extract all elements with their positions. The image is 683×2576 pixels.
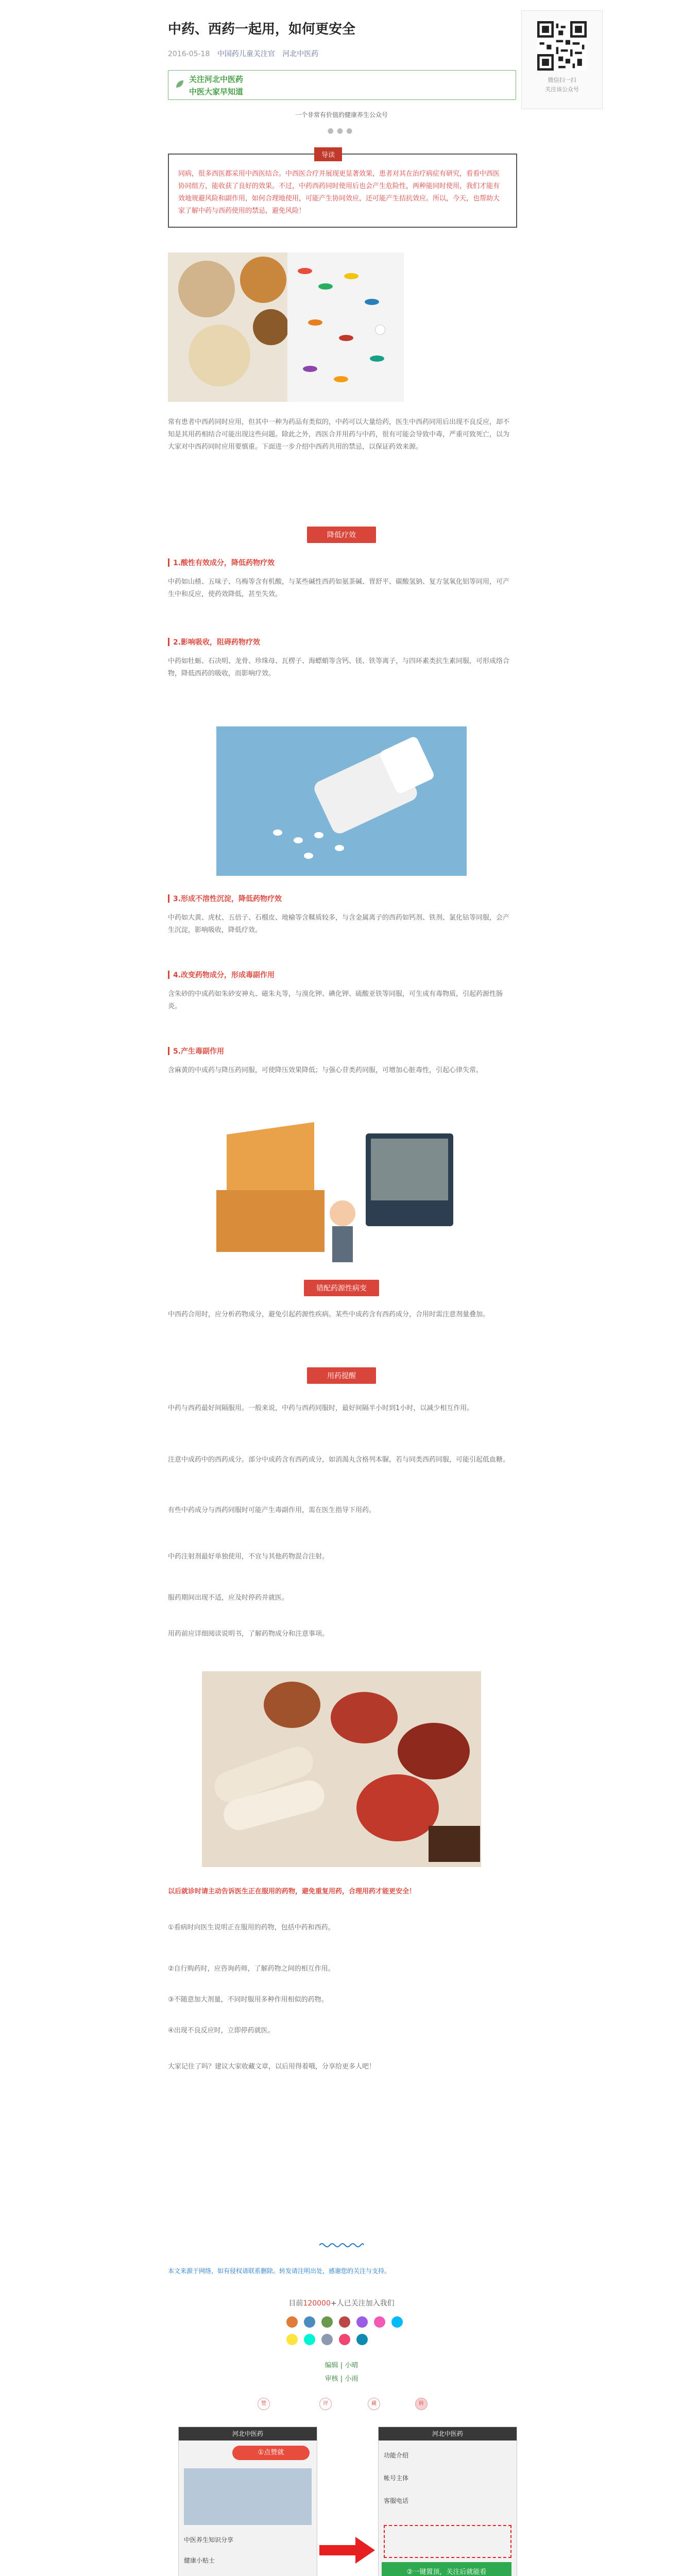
suggestion-para-5: 服药期间出现不适，应及时停药并就医。 bbox=[168, 1594, 289, 1602]
guide-box bbox=[168, 151, 517, 228]
rule-heading-2: 2.影响吸收，阻碍药物疗效 bbox=[173, 637, 260, 647]
arrow-right-icon bbox=[319, 2535, 376, 2566]
article-date: 2016-05-18 bbox=[168, 50, 210, 58]
avatar bbox=[304, 2316, 315, 2328]
share-icon[interactable]: 转 bbox=[415, 2398, 428, 2410]
suggestion-para-2: 注意中成药中的西药成分。部分中成药含有西药成分，如消渴丸含格列本脲，若与同类西药同服，可能引起低血糖。 bbox=[168, 1456, 510, 1464]
phone-right-row-3: 客服电话 bbox=[384, 2497, 409, 2504]
qr-code-icon bbox=[537, 21, 587, 71]
pin-top-banner[interactable]: ②一键置顶，关注后就能看 bbox=[382, 2562, 511, 2576]
phone-right-title: 河北中医药 bbox=[379, 2427, 517, 2441]
herbs-pills-image bbox=[168, 252, 404, 402]
tagline: 一个非常有价值的健康养生公众号 bbox=[295, 111, 388, 118]
rule-heading-4: 4.改变药物成分，形成毒副作用 bbox=[173, 970, 275, 980]
collect-icon[interactable]: 藏 bbox=[368, 2398, 380, 2410]
avatar bbox=[304, 2334, 315, 2345]
like-hint-badge: ①点赞就 bbox=[232, 2446, 310, 2460]
avatar bbox=[321, 2316, 333, 2328]
banner-line-2: 中医大家早知道 bbox=[189, 87, 244, 96]
comment-icon[interactable]: 评 bbox=[319, 2398, 332, 2410]
suggestion-para-1: 中药与西药最好间隔服用。一般来说，中药与西药同服时，最好间隔半小时到1小时，以减少相互作用。 bbox=[168, 1404, 474, 1412]
wavy-divider bbox=[319, 2242, 364, 2248]
cartoon-illustration bbox=[216, 1113, 467, 1267]
phone-mockup-left bbox=[178, 2427, 317, 2576]
phone-left-row-1: 中医养生知识分享 bbox=[184, 2536, 234, 2544]
phone-left-title: 河北中医药 bbox=[179, 2427, 317, 2441]
section-tag-precaution: 错配药源性病变 bbox=[304, 1280, 379, 1296]
article-account[interactable]: 河北中医药 bbox=[282, 50, 319, 58]
avatar bbox=[339, 2316, 350, 2328]
rule-text-4: 含朱砂的中成药如朱砂安神丸、磁朱丸等，与溴化钾、碘化钾、硫酸亚铁等同服，可生成有毒物质，引起药源性肠炎。 bbox=[168, 990, 503, 1010]
avatar bbox=[356, 2316, 368, 2328]
pin-top-frame[interactable] bbox=[384, 2525, 511, 2558]
rule-heading-1: 1.酸性有效成分，降低药物疗效 bbox=[173, 557, 275, 568]
end-para-4: ④出现不良反应时，立即停药就医。 bbox=[168, 2027, 275, 2035]
rule-heading-5: 5.产生毒副作用 bbox=[173, 1046, 224, 1056]
phone-right-row-2: 帐号主体 bbox=[384, 2475, 409, 2482]
guide-label: 导读 bbox=[314, 147, 342, 161]
avatar bbox=[339, 2334, 350, 2345]
pill-bottle-image bbox=[216, 726, 467, 876]
reader-avatars bbox=[283, 2314, 407, 2349]
end-para-3: ③不随意加大剂量，不同时服用多种作用相似的药物。 bbox=[168, 1996, 328, 2004]
end-para-1: ①看病时向医生说明正在服用的药物，包括中药和西药。 bbox=[168, 1924, 335, 1931]
rule-text-5: 含麻黄的中成药与降压药同服，可使降压效果降低；与强心苷类药同服，可增加心脏毒性，引起心律失常。 bbox=[168, 1066, 483, 1074]
rule-text-1: 中药如山楂、五味子、乌梅等含有机酸，与某些碱性西药如氨茶碱、胃舒平、碳酸氢钠、复方氢氧化铝等同用，可产生中和反应，使药效降低，甚至失效。 bbox=[168, 578, 510, 598]
article-author[interactable]: 中国药儿童关注官 bbox=[217, 50, 275, 58]
suggestion-para-6: 用药前应详细阅读说明书，了解药物成分和注意事项。 bbox=[168, 1630, 329, 1638]
rule-heading-3: 3.形成不溶性沉淀，降低药物疗效 bbox=[173, 893, 282, 904]
like-icon[interactable]: 赞 bbox=[258, 2398, 270, 2410]
carousel-dots: ●●● bbox=[327, 127, 356, 135]
end-para-2: ②自行购药时，应咨询药师，了解药物之间的相互作用。 bbox=[168, 1965, 335, 1973]
qr-panel bbox=[521, 10, 603, 109]
phone-left-row-2: 健康小贴士 bbox=[184, 2557, 215, 2564]
phone-left-photo bbox=[184, 2468, 312, 2525]
herbs-goji-image bbox=[202, 1671, 481, 1867]
rule-text-2: 中药如牡蛎、石决明、龙骨、珍珠母、瓦楞子、海螵蛸等含钙、镁、铁等离子，与四环素类抗生素同服，可形成络合物，降低西药的吸收，而影响疗效。 bbox=[168, 657, 510, 677]
qr-caption-2: 关注该公众号 bbox=[545, 86, 579, 93]
leaf-icon bbox=[175, 79, 185, 89]
section-tag-taboo: 降低疗效 bbox=[307, 527, 376, 543]
end-highlight: 以后就诊时请主动告诉医生正在服用的药物，避免重复用药，合理用药才能更安全！ bbox=[168, 1888, 416, 1895]
suggestion-para-3: 有些中药成分与西药同服时可能产生毒副作用，需在医生指导下用药。 bbox=[168, 1506, 376, 1514]
rule-text-3: 中药如大黄、虎杖、五倍子、石榴皮、地榆等含鞣质较多，与含金属离子的西药如钙剂、铁剂、氯化钴等同服，会产生沉淀，影响吸收，降低疗效。 bbox=[168, 914, 510, 934]
precaution-text: 中西药合用时，应分析药物成分，避免引起药源性疾病。某些中成药含有西药成分，合用时需注意剂量叠加。 bbox=[168, 1311, 490, 1318]
avatar bbox=[374, 2316, 385, 2328]
qr-caption-1: 微信扫一扫 bbox=[548, 77, 576, 83]
reader-count: 目前120000+人已关注加入我们 bbox=[288, 2299, 395, 2308]
banner-line-1: 关注河北中医药 bbox=[189, 75, 244, 84]
copyright-notice: 本文来源于网络，如有侵权请联系删除。转发请注明出处，感谢您的关注与支持。 bbox=[168, 2267, 391, 2275]
phone-right-row-1: 功能介绍 bbox=[384, 2452, 409, 2459]
intro-paragraph: 常有患者中西药同时应用，但其中一种为药品有类似的，中药可以大量给药，医生中西药同用后出现不良反应，却不知是其用药相结合可能出现这些问题。除此之外，西医合并用药与中药，很有可能会导致中毒，严重可致死亡，以为大家对中西药同时应用要慎重。下面进一步介绍中西药共用的禁忌，以保证药效来源。 bbox=[168, 418, 510, 451]
article-meta bbox=[168, 48, 515, 59]
avatar bbox=[321, 2334, 333, 2345]
section-tag-suggestion: 用药提醒 bbox=[307, 1367, 376, 1384]
article-title: 中药、西药一起用，如何更安全 bbox=[168, 22, 356, 37]
editor-line: 编辑 | 小晴 bbox=[325, 2362, 358, 2369]
follow-banner[interactable] bbox=[168, 70, 516, 100]
avatar bbox=[286, 2334, 298, 2345]
closing-text: 大家记住了吗？建议大家收藏文章，以后用得着哦，分享给更多人吧！ bbox=[168, 2063, 376, 2071]
guide-text: 同病，很多西医都采用中西医结合。中西医合疗并展现更显著效果，患者对其在治疗病症有研究，看看中西医协同组方，能收获了良好的效果。不过，中药西药同时使用后也会产生危险性，两种能同时使用，我们才能有效地规避风险和副作用，如何合理地使用，可能产生协同效应，还可能产生拮抗效应。所以，今天，也帮助大家了解中药与西药使用的禁忌，避免风险！ bbox=[178, 170, 500, 215]
avatar bbox=[286, 2316, 298, 2328]
phone-mockup-right bbox=[378, 2427, 517, 2576]
avatar bbox=[391, 2316, 403, 2328]
reviewer-line: 审核 | 小雨 bbox=[325, 2375, 358, 2383]
suggestion-para-4: 中药注射剂最好单独使用，不宜与其他药物混合注射。 bbox=[168, 1553, 329, 1561]
avatar bbox=[356, 2334, 368, 2345]
